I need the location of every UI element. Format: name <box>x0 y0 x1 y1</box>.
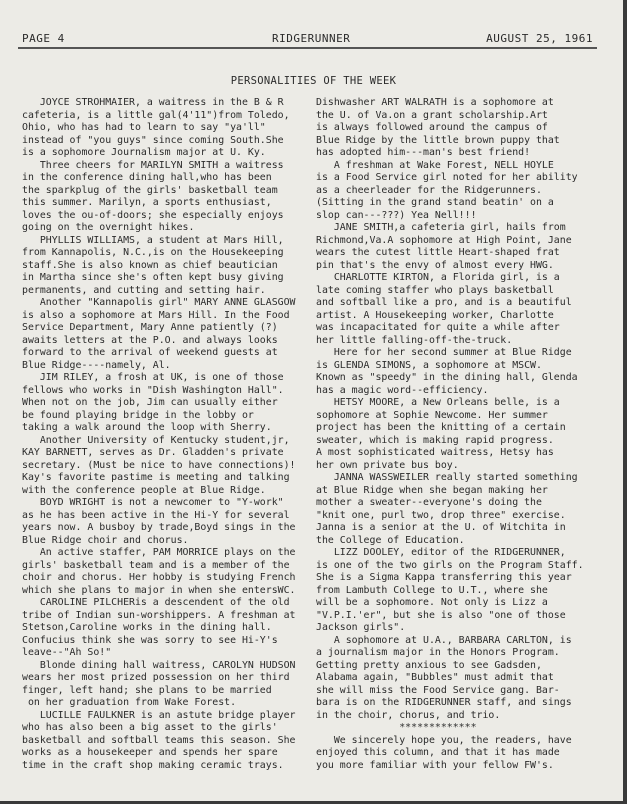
text-line: JIM RILEY, a frosh at UK, is one of those <box>22 372 284 383</box>
text-line: going on the overnight hikes. <box>22 222 195 233</box>
text-line: HETSY MOORE, a New Orleans belle, is a <box>316 397 560 408</box>
text-line: which she plans to major in when she entersWC. <box>22 584 296 596</box>
text-line: in the conference dining hall,who has been <box>22 172 272 183</box>
text-line: late coming staffer who plays basketball <box>316 284 554 296</box>
text-line: permanents, and cutting and setting hair. <box>22 284 266 296</box>
text-line: as a cheerleader for the Ridgerunners. <box>316 184 542 196</box>
text-line: Kay's favorite pastime is meeting and talking <box>22 472 290 483</box>
text-line: the sparkplug of the girls' basketball team <box>22 184 278 196</box>
text-line: CHARLOTTE KIRTON, a Florida girl, is a <box>316 272 560 283</box>
text-line: Richmond,Va.A sophomore at High Point, Jane <box>316 234 572 246</box>
text-line: wears the cutest little Heart-shaped frat <box>316 247 560 258</box>
text-line: cafeteria, is a little gal(4'11")from Toledo, <box>22 109 290 121</box>
text-line: works as a housekeeper and spends her spare <box>22 747 278 758</box>
article-title: PERSONALITIES OF THE WEEK <box>230 75 397 87</box>
text-line: awaits letters at the P.O. and always looks <box>22 334 278 346</box>
text-line: who has also been a big asset to the girls' <box>22 722 278 733</box>
text-line: JOYCE STROHMAIER, a waitress in the B & R <box>22 97 284 108</box>
text-line: KAY BARNETT, serves as Dr. Gladden's private <box>22 447 284 458</box>
text-line: Stetson,Caroline works in the dining hall. <box>22 622 272 633</box>
text-line: her own private bus boy. <box>316 459 459 471</box>
text-line: be found playing bridge in the lobby or <box>22 409 254 421</box>
text-line: BOYD WRIGHT is not a newcomer to "Y-work" <box>22 497 284 508</box>
text-line: a journalism major in the Honors Program. <box>316 647 560 658</box>
text-line: in Martha since she's often kept busy giving <box>22 272 284 283</box>
text-line: will be a sophomore. Not only is Lizz a <box>316 597 548 608</box>
text-line: Blue Ridge by the little brown puppy that <box>316 134 560 146</box>
text-line: from Kannapolis, N.C.,is on the Housekeeping <box>22 247 284 258</box>
text-line: forward to the arrival of weekend guests at <box>22 347 278 358</box>
text-line: was incapacitated for quite a while after <box>316 322 560 333</box>
text-line: When not on the job, Jim can usually either <box>22 397 278 408</box>
text-line: JANNA WASSWEILER really started something <box>316 472 578 483</box>
text-line: with the conference people at Blue Ridge. <box>22 484 266 496</box>
text-line: sweater, which is making rapid progress. <box>316 434 554 446</box>
newspaper-name: RIDGERUNNER <box>272 32 351 45</box>
right-column <box>316 97 616 772</box>
issue-date: AUGUST 25, 1961 <box>486 32 593 45</box>
text-line: the College of Education. <box>316 534 465 546</box>
text-line: wears her most prized possession on her third <box>22 672 290 683</box>
text-line: as he has been active in the Hi-Y for several <box>22 509 290 521</box>
left-column <box>22 97 318 772</box>
text-line: mother a sweater--everyone's doing the <box>316 497 542 508</box>
header-rule <box>18 47 597 49</box>
text-line: leave--"Ah So!" <box>22 647 112 658</box>
text-line: A freshman at Wake Forest, NELL HOYLE <box>316 159 554 171</box>
text-line: enjoyed this column, and that it has made <box>316 747 560 758</box>
text-line: secretary. (Must be nice to have connections)! <box>22 459 296 471</box>
text-line: this summer. Marilyn, a sports enthusiast, <box>22 197 272 208</box>
text-line: instead of "you guys" since coming South.She <box>22 134 284 146</box>
text-line: is GLENDA SIMONS, a sophomore at MSCW. <box>316 359 542 371</box>
text-line: in the choir, chorus, and trio. <box>316 709 501 721</box>
text-line: slop can---???) Yea Nell!!! <box>316 209 477 221</box>
text-line: she will miss the Food Service gang. Bar- <box>316 684 560 696</box>
text-line: Dishwasher ART WALRATH is a sophomore at <box>316 97 554 108</box>
text-line: Here for her second summer at Blue Ridge <box>316 347 572 358</box>
text-line: is a Food Service girl noted for her ability <box>316 172 578 183</box>
text-line: LUCILLE FAULKNER is an astute bridge player <box>22 709 296 721</box>
text-line: Confucius think she was sorry to see Hi-Y's <box>22 634 278 646</box>
text-line: loves the ou-of-doors; she especially enjoys <box>22 209 284 221</box>
text-line: A sophomore at U.A., BARBARA CARLTON, is <box>316 634 572 646</box>
text-line: on her graduation from Wake Forest. <box>22 697 237 708</box>
text-line: Another "Kannapolis girl" MARY ANNE GLASGOW <box>22 297 296 308</box>
text-line: project has been the knitting of a certain <box>316 422 566 433</box>
text-line: pin that's the envy of almost every HWG. <box>316 259 554 271</box>
text-line: "knit one, purl two, drop three" exercise. <box>316 509 566 521</box>
text-line: is also a sophomore at Mars Hill. In the Food <box>22 309 290 321</box>
text-line: is one of the two girls on the Program Staff. <box>316 559 584 571</box>
text-line: staff.She is also known as chief beautician <box>22 259 278 271</box>
text-line: Three cheers for MARILYN SMITH a waitress <box>22 159 284 171</box>
text-line: girls' basketball team and is a member of the <box>22 559 290 571</box>
text-line: basketball and softball teams this season. She <box>22 734 296 746</box>
text-line: the U. of Va.on a grant scholarship.Art <box>316 109 548 121</box>
text-line: Janna is a senior at the U. of Witchita in <box>316 522 566 533</box>
text-line: "V.P.I.'er", but she is also "one of those <box>316 609 566 621</box>
text-line: Getting pretty anxious to see Gadsden, <box>316 659 542 671</box>
text-line: Ohio, who has had to learn to say "ya'll" <box>22 122 266 133</box>
text-line: Blue Ridge choir and chorus. <box>22 534 189 546</box>
text-line: fellows who works in "Dish Washington Hall". <box>22 384 284 396</box>
text-line: Alabama again, "Bubbles" must admit that <box>316 672 554 683</box>
text-line: LIZZ DOOLEY, editor of the RIDGERUNNER, <box>316 547 566 558</box>
text-line: Jackson girls". <box>316 622 406 633</box>
text-line: bara is on the RIDGERUNNER staff, and sings <box>316 697 572 708</box>
text-line: from Lambuth College to U.T., where she <box>316 584 548 596</box>
text-line: has adopted him---man's best friend! <box>316 147 531 158</box>
text-line: JANE SMITH,a cafeteria girl, hails from <box>316 222 566 233</box>
text-line: Blue Ridge----namely, Al. <box>22 359 171 371</box>
page-number: PAGE 4 <box>22 32 65 45</box>
text-line: PHYLLIS WILLIAMS, a student at Mars Hill, <box>22 234 284 246</box>
text-line: taking a walk around the loop with Sherry. <box>22 422 272 433</box>
text-line: choir and chorus. Her hobby is studying French <box>22 572 296 583</box>
text-line: and softball like a pro, and is a beautiful <box>316 297 572 308</box>
text-line: Known as "speedy" in the dining hall, Glenda <box>316 372 578 383</box>
text-line: Another University of Kentucky student,jr, <box>22 434 290 446</box>
text-line: CAROLINE PILCHERis a descendent of the old <box>22 597 290 608</box>
text-line: at Blue Ridge when she began making her <box>316 484 548 496</box>
text-line: years now. A busboy by trade,Boyd sings in the <box>22 522 296 533</box>
text-line: tribe of Indian sun-worshippers. A freshman at <box>22 609 296 621</box>
text-line: We sincerely hope you, the readers, have <box>316 734 572 746</box>
text-line: She is a Sigma Kappa transferring this year <box>316 572 572 583</box>
text-line: is a sophomore Journalism major at U. Ky. <box>22 147 266 158</box>
text-line: artist. A Housekeeping worker, Charlotte <box>316 309 554 321</box>
text-line: ************* <box>316 722 477 733</box>
text-line: has a magic word--efficiency. <box>316 384 489 396</box>
text-line: sophomore at Sophie Newcome. Her summer <box>316 409 548 421</box>
text-line: Blonde dining hall waitress, CAROLYN HUDSON <box>22 659 296 671</box>
text-line: An active staffer, PAM MORRICE plays on the <box>22 547 296 558</box>
text-line: finger, left hand; she plans to be married <box>22 684 272 696</box>
text-line: you more familiar with your fellow FW's. <box>316 759 554 771</box>
text-line: (Sitting in the grand stand beatin' on a <box>316 197 554 208</box>
text-line: Service Department, Mary Anne patiently (?) <box>22 322 278 333</box>
text-line: time in the craft shop making ceramic trays. <box>22 759 284 771</box>
text-line: is always followed around the campus of <box>316 122 548 133</box>
text-line: her little falling-off-the-truck. <box>316 334 513 346</box>
text-line: A most sophisticated waitress, Hetsy has <box>316 447 554 458</box>
